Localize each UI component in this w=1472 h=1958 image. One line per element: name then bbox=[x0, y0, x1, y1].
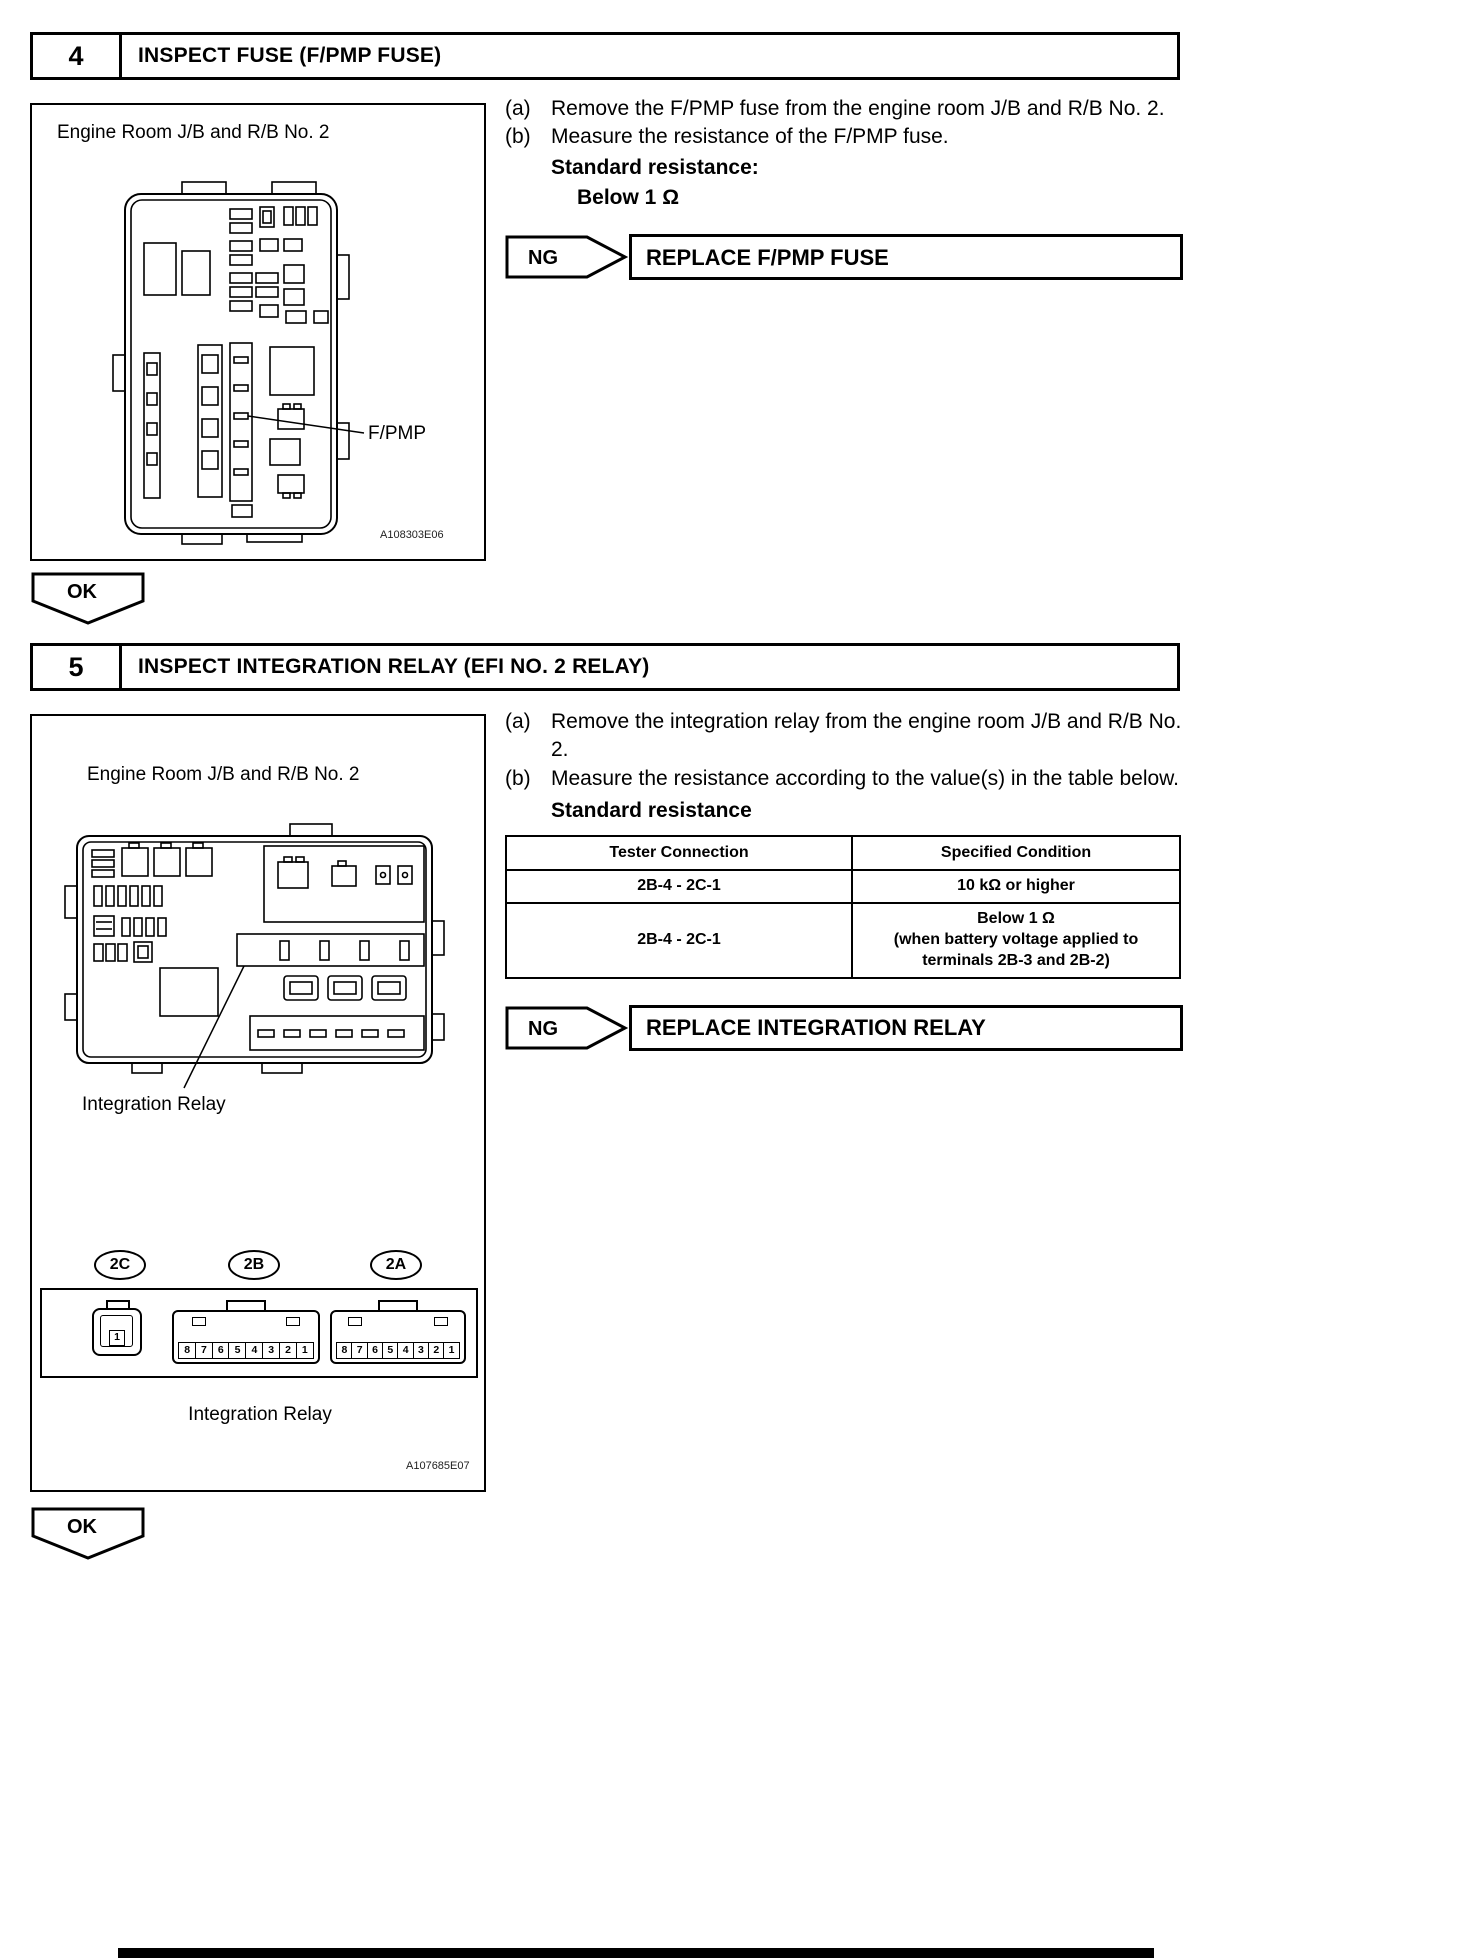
pin-number: 2 bbox=[428, 1342, 445, 1359]
connector-label-2b: 2B bbox=[228, 1250, 280, 1280]
connector-2a bbox=[330, 1310, 466, 1364]
standard-resistance-value: Below 1 Ω bbox=[577, 186, 680, 210]
step5-ng-row bbox=[505, 1005, 1183, 1051]
tester-connection-cell: 2B-4 - 2C-1 bbox=[506, 903, 852, 977]
pin-number: 6 bbox=[367, 1342, 384, 1359]
table-row bbox=[506, 903, 1180, 977]
step4-ng-action: REPLACE F/PMP FUSE bbox=[629, 234, 1183, 280]
step4-number: 4 bbox=[33, 35, 122, 77]
step5-figure bbox=[30, 714, 486, 1492]
ng-label: NG bbox=[528, 247, 558, 270]
ok-label: OK bbox=[67, 1516, 97, 1538]
figure-title: Engine Room J/B and R/B No. 2 bbox=[87, 764, 360, 785]
connector-2b-pins bbox=[178, 1342, 314, 1359]
step4-body bbox=[505, 95, 1183, 280]
instruction-marker: (a) bbox=[505, 97, 531, 120]
connector-2a-pins bbox=[336, 1342, 460, 1359]
ng-arrow-banner bbox=[505, 234, 629, 280]
figure-code: A107685E07 bbox=[406, 1460, 470, 1472]
instruction-text: Measure the resistance according to the value(s) in the table below. bbox=[551, 766, 1180, 790]
instruction-item bbox=[505, 765, 1183, 793]
step4-title: INSPECT FUSE (F/PMP FUSE) bbox=[138, 44, 442, 67]
instruction-marker: (b) bbox=[505, 125, 531, 149]
instruction-text: Remove the integration relay from the engine room J/B and R/B No. 2. bbox=[551, 710, 1182, 762]
step5-body bbox=[505, 708, 1183, 1051]
pin-number: 7 bbox=[195, 1342, 213, 1359]
col-header-specified-condition: Specified Condition bbox=[852, 836, 1180, 870]
instruction-text: Measure the resistance of the F/PMP fuse. bbox=[551, 125, 949, 149]
pin-number: 8 bbox=[178, 1342, 196, 1359]
standard-resistance-label: Standard resistance: bbox=[551, 155, 759, 179]
figure-caption: Integration Relay bbox=[188, 1404, 332, 1425]
connector-2c-pin: 1 bbox=[109, 1330, 125, 1346]
specified-condition-cell: 10 kΩ or higher bbox=[852, 870, 1180, 903]
pin-number: 5 bbox=[228, 1342, 246, 1359]
fpmp-label: F/PMP bbox=[368, 423, 427, 444]
instruction-item bbox=[505, 95, 1183, 123]
pin-number: 7 bbox=[351, 1342, 368, 1359]
table-header-row bbox=[506, 836, 1180, 870]
pin-number: 4 bbox=[245, 1342, 263, 1359]
step5-ng-action: REPLACE INTEGRATION RELAY bbox=[629, 1005, 1183, 1051]
pin-number: 2 bbox=[279, 1342, 297, 1359]
pin-number: 6 bbox=[212, 1342, 230, 1359]
ng-arrow-banner bbox=[505, 1005, 629, 1051]
step4-figure bbox=[30, 103, 486, 561]
specified-condition-cell: Below 1 Ω (when battery voltage applied to terminals 2B-3 and 2B-2) bbox=[852, 903, 1180, 977]
standard-resistance-label: Standard resistance bbox=[551, 799, 752, 823]
page-bottom-rule bbox=[118, 1948, 1154, 1958]
connector-label-2c: 2C bbox=[94, 1250, 146, 1280]
ok-banner bbox=[30, 1506, 146, 1562]
instruction-marker: (b) bbox=[505, 766, 531, 790]
figure-code: A108303E06 bbox=[380, 529, 444, 541]
step5-number: 5 bbox=[33, 646, 122, 688]
col-header-tester-connection: Tester Connection bbox=[506, 836, 852, 870]
connector-label-2a: 2A bbox=[370, 1250, 422, 1280]
pin-number: 4 bbox=[397, 1342, 414, 1359]
step5-header bbox=[30, 643, 1180, 691]
pin-number: 3 bbox=[413, 1342, 430, 1359]
ok-label: OK bbox=[67, 581, 97, 603]
pin-number: 1 bbox=[443, 1342, 460, 1359]
step5-title: INSPECT INTEGRATION RELAY (EFI NO. 2 RELAY) bbox=[138, 655, 650, 678]
connector-2b bbox=[172, 1310, 320, 1364]
pin-number: 3 bbox=[262, 1342, 280, 1359]
pin-number: 5 bbox=[382, 1342, 399, 1359]
tester-connection-cell: 2B-4 - 2C-1 bbox=[506, 870, 852, 903]
instruction-marker: (a) bbox=[505, 710, 531, 733]
connector-2c bbox=[92, 1308, 142, 1356]
step4-header bbox=[30, 32, 1180, 80]
integration-relay-label: Integration Relay bbox=[82, 1094, 226, 1115]
instruction-text: Remove the F/PMP fuse from the engine room J/B and R/B No. 2. bbox=[551, 97, 1165, 120]
pin-number: 1 bbox=[296, 1342, 314, 1359]
resistance-spec-table bbox=[505, 835, 1181, 978]
figure-title: Engine Room J/B and R/B No. 2 bbox=[57, 122, 330, 143]
step4-ng-row bbox=[505, 234, 1183, 280]
pin-number: 8 bbox=[336, 1342, 353, 1359]
fuse-box-diagram bbox=[32, 105, 488, 563]
instruction-item bbox=[505, 708, 1183, 765]
table-row bbox=[506, 870, 1180, 903]
instruction-item bbox=[505, 123, 1183, 151]
ng-label: NG bbox=[528, 1017, 558, 1040]
ok-banner bbox=[30, 571, 146, 627]
